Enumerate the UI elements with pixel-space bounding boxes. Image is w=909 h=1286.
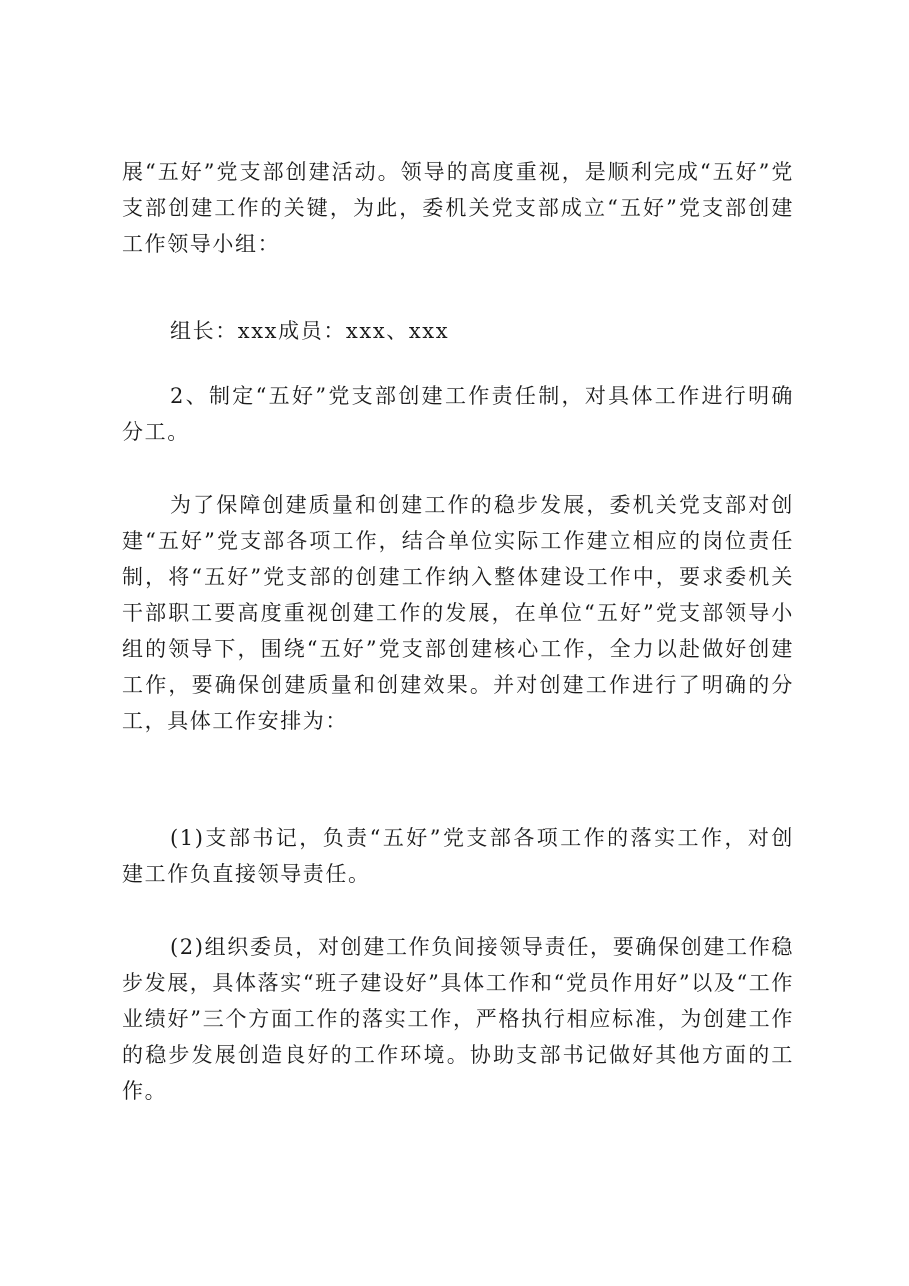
- paragraph-group-members: 组长：xxx成员：xxx、xxx: [170, 319, 450, 343]
- paragraph-section-2-heading: 2、制定“五好”党支部创建工作责任制，对具体工作进行明确分工。: [122, 384, 794, 444]
- paragraph-organization-member: (2)组织委员，对创建工作负间接领导责任，要确保创建工作稳步发展，具体落实“班子建设好”具体工作和“党员作用好”以及“工作业绩好”三个方面工作的落实工作，严格执行相应标准，为创建工作的稳步发展创造良好的工作环境。协助支部书记做好其他方面的工作。: [122, 935, 794, 1103]
- paragraph-branch-secretary: (1)支部书记，负责“五好”党支部各项工作的落实工作，对创建工作负直接领导责任。: [122, 826, 794, 886]
- paragraph-intro-continuation: 展“五好”党支部创建活动。领导的高度重视，是顺利完成“五好”党支部创建工作的关键，为此，委机关党支部成立“五好”党支部创建工作领导小组：: [122, 160, 794, 256]
- paragraph-responsibility-system: 为了保障创建质量和创建工作的稳步发展，委机关党支部对创建“五好”党支部各项工作，结合单位实际工作建立相应的岗位责任制，将“五好”党支部的创建工作纳入整体建设工作中，要求委机关干部职工要高度重视创建工作的发展，在单位“五好”党支部领导小组的领导下，围绕“五好”党支部创建核心工作，全力以赴做好创建工作，要确保创建质量和创建效果。并对创建工作进行了明确的分工，具体工作安排为：: [122, 493, 794, 733]
